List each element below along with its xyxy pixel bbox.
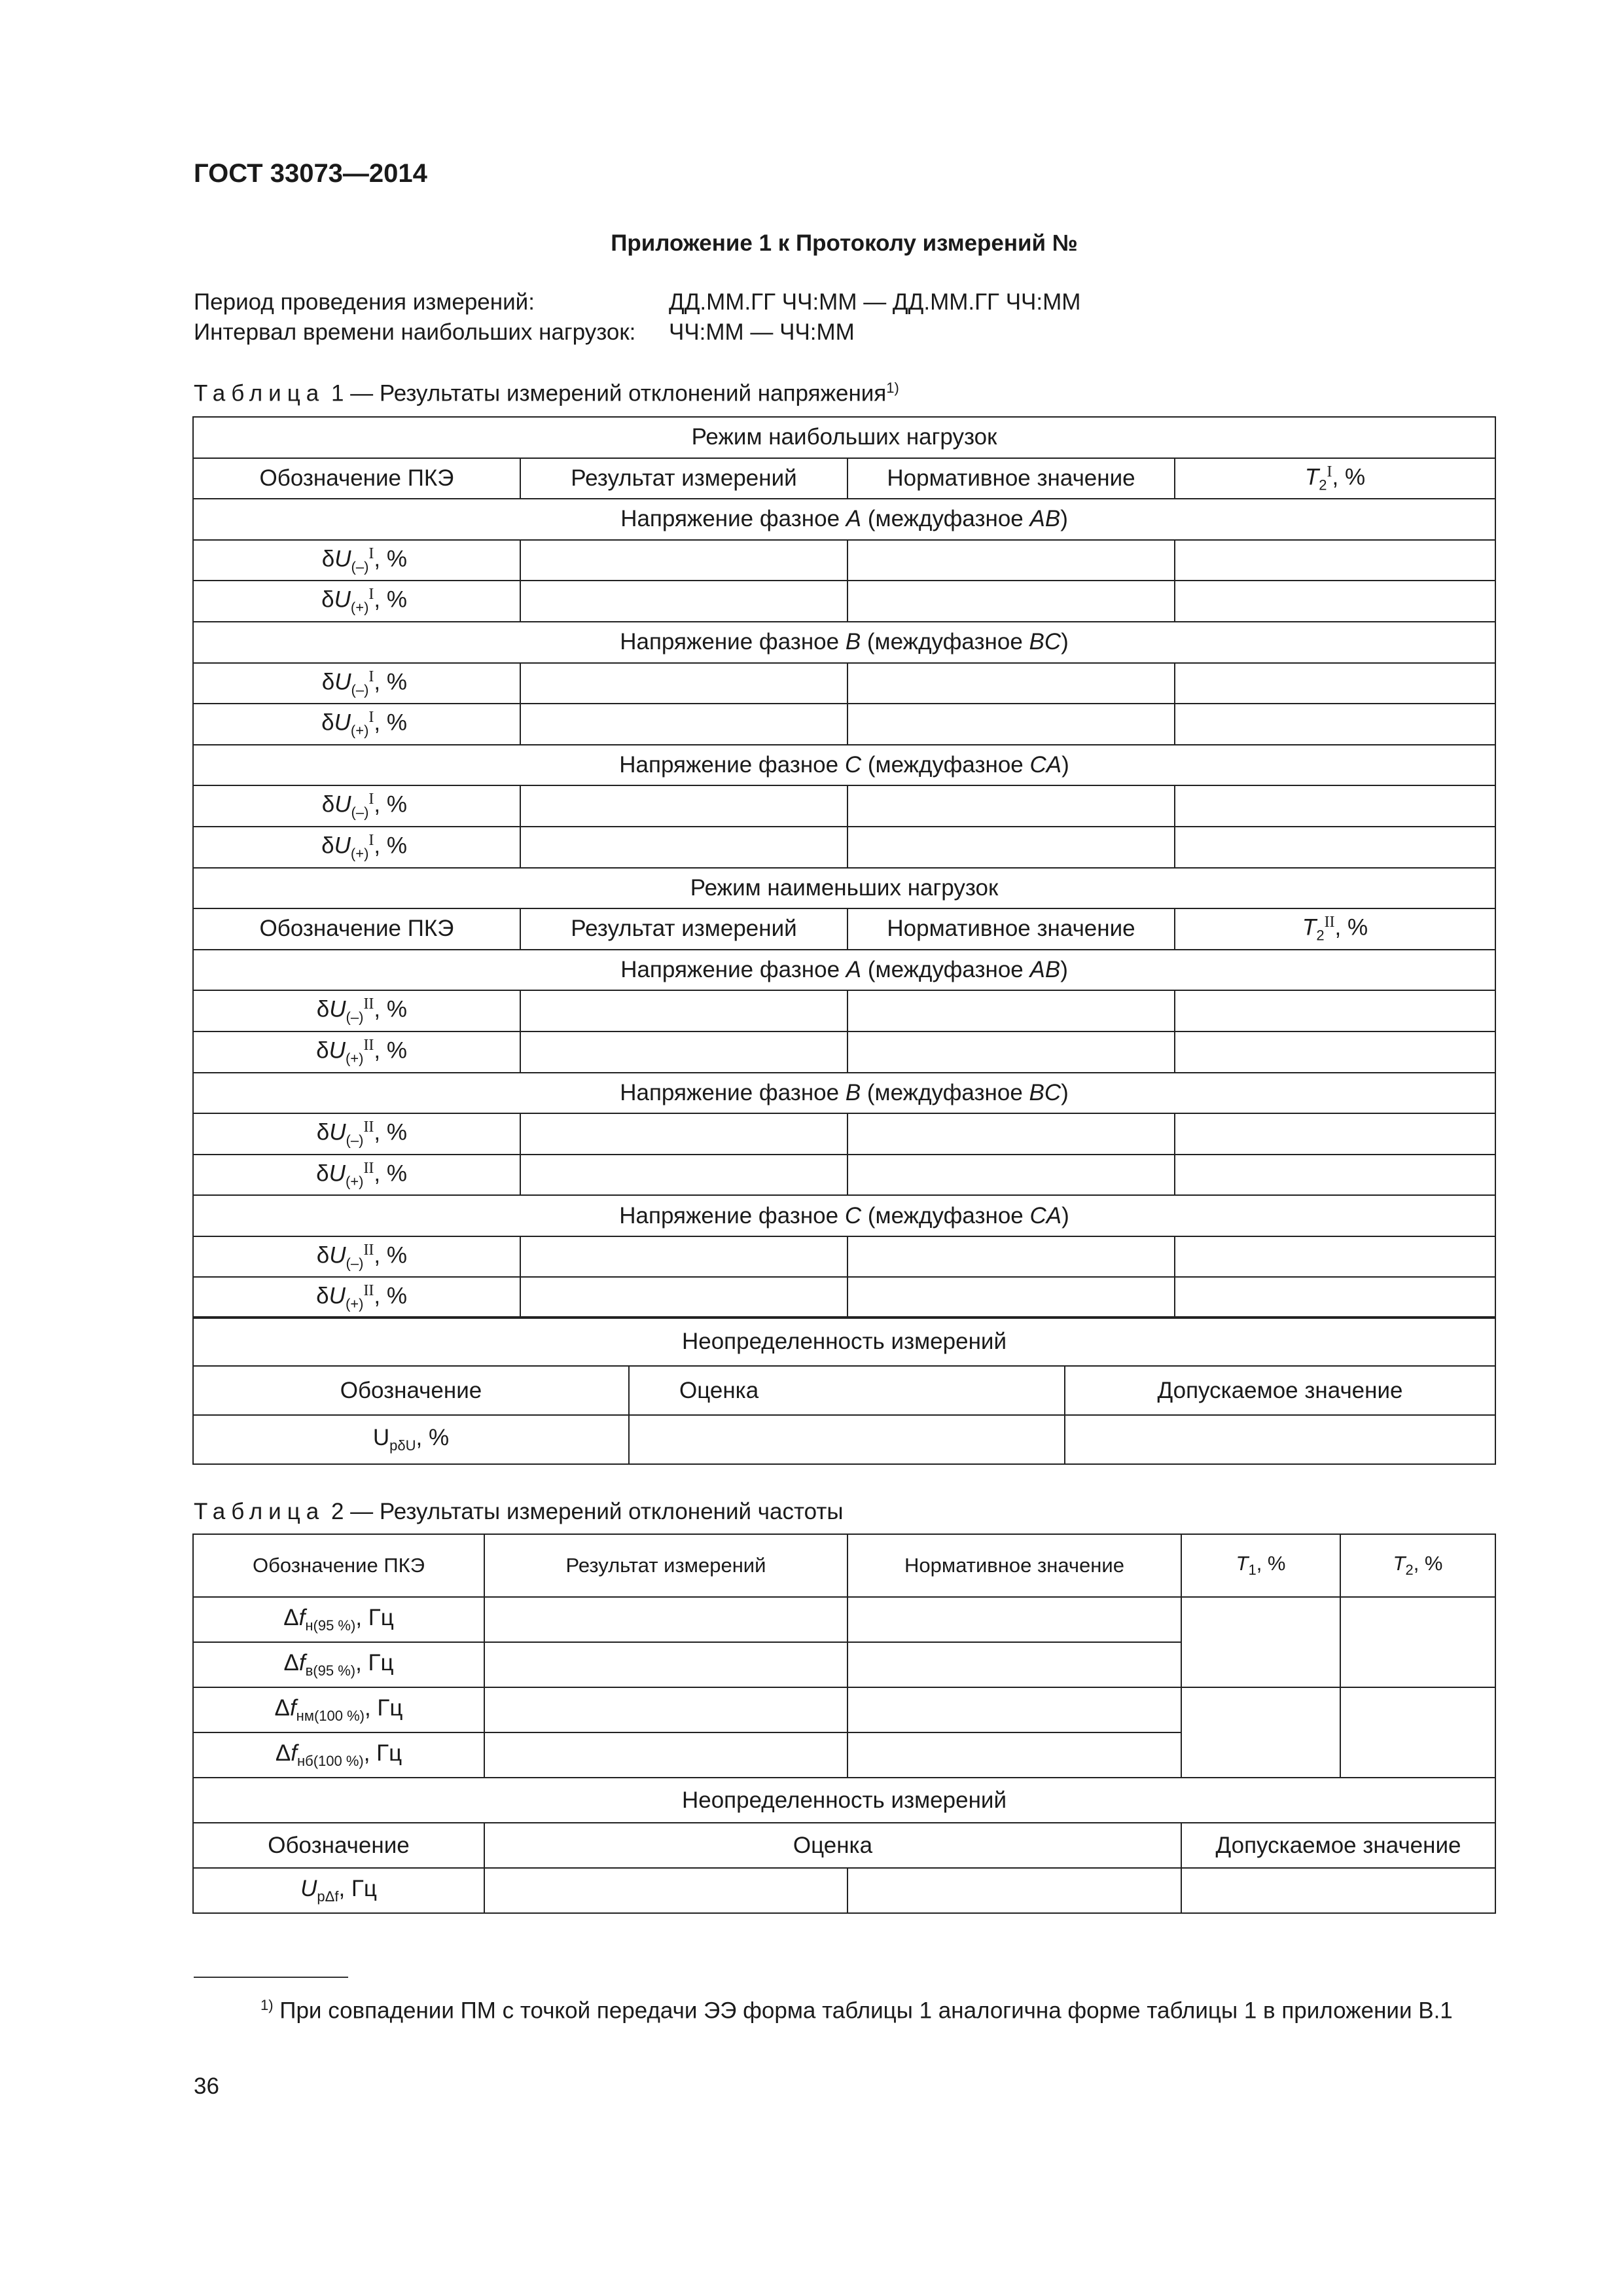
table1-row	[193, 1113, 1495, 1155]
table1-row	[193, 540, 1495, 581]
table2-normative-cell	[847, 1732, 1181, 1778]
footnote-text: При совпадении ПМ с точкой передачи ЭЭ форма таблицы 1 аналогична форме таблицы 1 в приложении В.1	[279, 1998, 1453, 2024]
table1-t2-cell	[1175, 990, 1495, 1031]
table2-col-normative: Нормативное значение	[847, 1534, 1181, 1597]
table1-row	[193, 1073, 1495, 1114]
table2-result-cell	[484, 1597, 847, 1642]
table2-caption-text: 2 — Результаты измерений отклонений частоты	[330, 1499, 844, 1524]
table1-t2-cell	[1175, 1113, 1495, 1155]
table1-symbol-cell: $\delta U_{(+)}^{II}$, %	[193, 1277, 520, 1318]
table1-symbol-cell: $\delta U_{(+)}^{II}$, %	[193, 1031, 520, 1073]
table1-symbol-cell: $\delta U_{(+)}^I$, %	[193, 581, 520, 622]
table2-frequency-deviation	[192, 1534, 1496, 1914]
table2-col-result: Результат измерений	[484, 1534, 847, 1597]
table1-caption-text: 1 — Результаты измерений отклонений напряжения	[330, 380, 887, 406]
table2-uncertainty-symbol: $U_{р\Delta f}$, Гц	[193, 1868, 484, 1913]
table1-t2-cell	[1175, 1277, 1495, 1318]
table1-row	[193, 745, 1495, 786]
table1-col-designation: Обозначение ПКЭ	[193, 458, 520, 499]
table1-t2-cell	[1175, 1155, 1495, 1196]
table1-row	[193, 622, 1495, 663]
table1-caption	[194, 380, 899, 407]
appendix-title: Приложение 1 к Протоколу измерений №	[611, 230, 1078, 256]
table2-col-designation: Обозначение ПКЭ	[193, 1534, 484, 1597]
document-number: ГОСТ 33073—2014	[194, 159, 427, 188]
table1-col-t2: $T_2^{II}$, %	[1175, 908, 1495, 950]
table1-row	[193, 1031, 1495, 1073]
table1-mode-max-title: Режим наибольших нагрузок	[193, 417, 1495, 458]
table1-result-cell	[520, 827, 847, 868]
table2-uncertainty-estimate-cell	[484, 1868, 847, 1913]
table1-phase-c-heading: Напряжение фазное C (междуфазное CA)	[193, 1195, 1495, 1236]
table1-result-cell	[520, 1277, 847, 1318]
table1-uncertainty-col-allowed: Допускаемое значение	[1065, 1366, 1495, 1415]
page-number: 36	[194, 2073, 219, 2099]
period-value: ДД.ММ.ГГ ЧЧ:ММ — ДД.ММ.ГГ ЧЧ:ММ	[669, 289, 1081, 315]
table2-row-df-nb100: $\Delta f_{нб(100 \%)}$, Гц	[193, 1732, 484, 1778]
table1-phase-b-heading: Напряжение фазное B (междуфазное BC)	[193, 622, 1495, 663]
table1-col-normative: Нормативное значение	[847, 908, 1175, 950]
table1-phase-b-heading: Напряжение фазное B (междуфазное BC)	[193, 1073, 1495, 1114]
table1-symbol-cell: $\delta U_{(+)}^{II}$, %	[193, 1155, 520, 1196]
table1-uncertainty-title: Неопределенность измерений	[193, 1317, 1495, 1366]
table1-row	[193, 1195, 1495, 1236]
period-label: Период проведения измерений:	[194, 289, 535, 315]
table1-voltage-deviation	[192, 416, 1496, 1319]
table2-normative-cell	[847, 1642, 1181, 1687]
interval-label: Интервал времени наибольших нагрузок:	[194, 319, 636, 345]
table1-mode-min-title: Режим наименьших нагрузок	[193, 868, 1495, 909]
table1-result-cell	[520, 1155, 847, 1196]
table1-result-cell	[520, 1031, 847, 1073]
table2-t1-cell	[1181, 1597, 1340, 1687]
table2-normative-cell	[847, 1687, 1181, 1732]
table1-t2-cell	[1175, 663, 1495, 704]
table1-row	[193, 1155, 1495, 1196]
table2-caption	[194, 1499, 844, 1525]
table1-row	[193, 868, 1495, 909]
interval-value: ЧЧ:ММ — ЧЧ:ММ	[669, 319, 855, 345]
table1-row	[193, 704, 1495, 745]
table1-col-designation: Обозначение ПКЭ	[193, 908, 520, 950]
table1-normative-cell	[847, 663, 1175, 704]
table2-uncertainty-col-designation: Обозначение	[193, 1823, 484, 1868]
table1-result-cell	[520, 581, 847, 622]
table2-t2-cell	[1340, 1597, 1495, 1687]
table1-symbol-cell: $\delta U_{(-)}^{II}$, %	[193, 1113, 520, 1155]
table1-col-t2: $T_2^I$, %	[1175, 458, 1495, 499]
table2-uncertainty-title: Неопределенность измерений	[193, 1778, 1495, 1823]
table1-t2-cell	[1175, 1236, 1495, 1278]
table2-t2-cell	[1340, 1687, 1495, 1778]
footnote-separator	[194, 1977, 348, 1978]
table1-normative-cell	[847, 785, 1175, 827]
table1-phase-a-heading: Напряжение фазное A (междуфазное AB)	[193, 499, 1495, 540]
table1-uncertainty-col-designation: Обозначение	[193, 1366, 629, 1415]
table1-row	[193, 990, 1495, 1031]
table1-symbol-cell: $\delta U_{(-)}^I$, %	[193, 540, 520, 581]
table1-row	[193, 417, 1495, 458]
table1-result-cell	[520, 704, 847, 745]
table1-uncertainty-allowed-cell	[1065, 1415, 1495, 1464]
table1-symbol-cell: $\delta U_{(-)}^I$, %	[193, 663, 520, 704]
table1-symbol-cell: $\delta U_{(-)}^{II}$, %	[193, 1236, 520, 1278]
table2-t1-cell	[1181, 1687, 1340, 1778]
table2-row-df-v95: $\Delta f_{в(95 \%)}$, Гц	[193, 1642, 484, 1687]
table2-row-df-nm100: $\Delta f_{нм(100 \%)}$, Гц	[193, 1687, 484, 1732]
table1-uncertainty-symbol: $U_{р\delta U}$, %	[193, 1415, 629, 1464]
table1-row	[193, 1277, 1495, 1318]
table1-t2-cell	[1175, 581, 1495, 622]
table1-symbol-cell: $\delta U_{(+)}^I$, %	[193, 827, 520, 868]
table1-t2-cell	[1175, 827, 1495, 868]
table1-t2-cell	[1175, 540, 1495, 581]
table1-normative-cell	[847, 540, 1175, 581]
table1-row	[193, 499, 1495, 540]
table1-normative-cell	[847, 1113, 1175, 1155]
table1-row	[193, 663, 1495, 704]
table1-row	[193, 1236, 1495, 1278]
table1-symbol-cell: $\delta U_{(-)}^{II}$, %	[193, 990, 520, 1031]
table1-normative-cell	[847, 1031, 1175, 1073]
table1-result-cell	[520, 990, 847, 1031]
table1-row	[193, 581, 1495, 622]
table1-t2-cell	[1175, 785, 1495, 827]
table1-normative-cell	[847, 990, 1175, 1031]
table1-normative-cell	[847, 581, 1175, 622]
table1-normative-cell	[847, 1277, 1175, 1318]
table1-normative-cell	[847, 1155, 1175, 1196]
table1-result-cell	[520, 785, 847, 827]
table1-normative-cell	[847, 704, 1175, 745]
table1-uncertainty-col-estimate: Оценка	[629, 1366, 1065, 1415]
table2-caption-word: Таблица	[194, 1499, 325, 1524]
period-row	[194, 289, 1081, 315]
table1-phase-c-heading: Напряжение фазное C (междуфазное CA)	[193, 745, 1495, 786]
table2-uncertainty-col-estimate: Оценка	[484, 1823, 1181, 1868]
table2-result-cell	[484, 1642, 847, 1687]
table1-row	[193, 785, 1495, 827]
table1-caption-word: Таблица	[194, 380, 325, 406]
table2-result-cell	[484, 1732, 847, 1778]
table1-phase-a-heading: Напряжение фазное A (междуфазное AB)	[193, 950, 1495, 991]
footnote	[194, 1988, 1495, 2028]
interval-row	[194, 319, 855, 346]
table1-t2-cell	[1175, 704, 1495, 745]
table1-result-cell	[520, 1236, 847, 1278]
table2-col-t1: $T_1$, %	[1181, 1534, 1340, 1597]
table1-uncertainty	[192, 1316, 1496, 1465]
table1-col-normative: Нормативное значение	[847, 458, 1175, 499]
table1-normative-cell	[847, 1236, 1175, 1278]
table1-uncertainty-estimate-cell	[629, 1415, 1065, 1464]
footnote-mark: 1)	[260, 1997, 274, 2013]
table1-row	[193, 950, 1495, 991]
table2-uncertainty-col-allowed: Допускаемое значение	[1181, 1823, 1495, 1868]
table1-result-cell	[520, 663, 847, 704]
table1-col-result: Результат измерений	[520, 458, 847, 499]
table1-normative-cell	[847, 827, 1175, 868]
table2-row-df-n95: $\Delta f_{н(95 \%)}$, Гц	[193, 1597, 484, 1642]
table1-result-cell	[520, 1113, 847, 1155]
table1-symbol-cell: $\delta U_{(-)}^I$, %	[193, 785, 520, 827]
table1-row	[193, 827, 1495, 868]
table1-row	[193, 458, 1495, 499]
table1-row	[193, 908, 1495, 950]
table2-result-cell	[484, 1687, 847, 1732]
table1-symbol-cell: $\delta U_{(+)}^I$, %	[193, 704, 520, 745]
table2-uncertainty-allowed-cell	[1181, 1868, 1495, 1913]
table2-normative-cell	[847, 1597, 1181, 1642]
table1-footnote-mark: 1)	[886, 380, 899, 396]
table2-col-t2: $T_2$, %	[1340, 1534, 1495, 1597]
table2-uncertainty-estimate-cell	[847, 1868, 1181, 1913]
table1-t2-cell	[1175, 1031, 1495, 1073]
table1-col-result: Результат измерений	[520, 908, 847, 950]
table1-result-cell	[520, 540, 847, 581]
